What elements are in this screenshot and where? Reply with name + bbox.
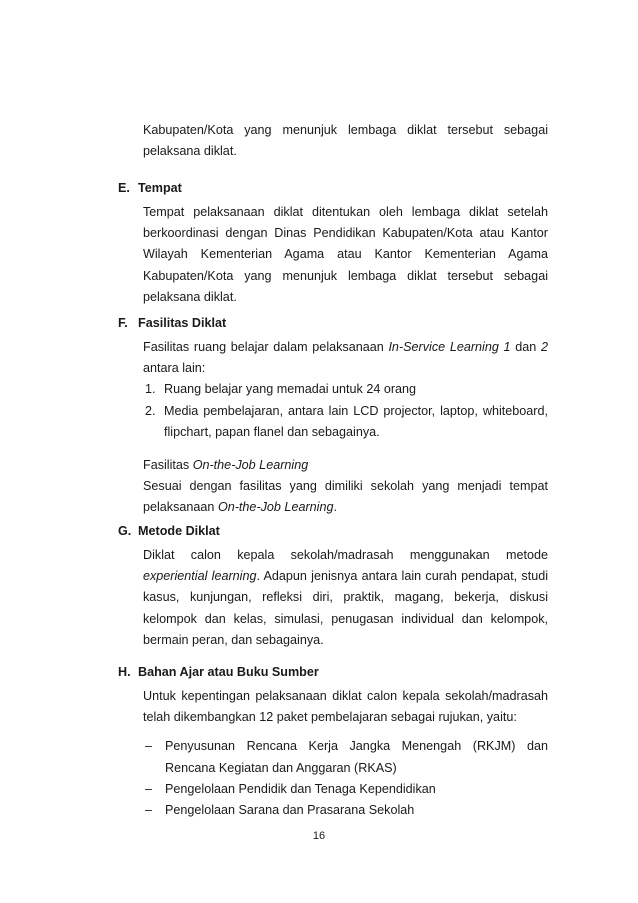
section-f-intro-conj: dan: [510, 340, 541, 354]
list-item-text: Pengelolaan Sarana dan Prasarana Sekolah: [165, 803, 415, 818]
ojl-label-emphasis: On-the-Job Learning: [192, 458, 309, 473]
section-h-intro-text: Untuk kepentingan pelaksanaan diklat calon kepala sekolah/madrasah telah dikembangkan 12 paket pembelajaran sebagai rujukan, yaitu:: [143, 689, 548, 725]
section-f-title: Fasilitas Diklat: [138, 316, 227, 330]
section-g-paragraph: [143, 545, 548, 651]
page-number: 16: [312, 830, 326, 842]
section-f-body: [143, 337, 548, 519]
section-f-intro-emphasis-2: 2: [540, 340, 548, 354]
section-g-letter: G.: [118, 524, 132, 538]
section-g-title: Metode Diklat: [138, 524, 220, 538]
ojl-label-text: Fasilitas: [143, 458, 193, 473]
section-e-title: Tempat: [138, 181, 182, 195]
ojl-text-end: .: [333, 500, 337, 515]
section-f-intro-text: Fasilitas ruang belajar dalam pelaksanaan: [143, 340, 389, 354]
list-item-text: Ruang belajar yang memadai untuk 24 orang: [164, 382, 417, 397]
section-f-intro: [143, 337, 548, 379]
section-e-letter: E.: [118, 181, 130, 195]
section-h-title: Bahan Ajar atau Buku Sumber: [138, 665, 319, 679]
list-item-number: 2.: [145, 403, 156, 418]
ojl-label: [143, 455, 548, 476]
ojl-text-emphasis: On-the-Job Learning: [217, 500, 334, 515]
list-item-text: Media pembelajaran, antara lain LCD projector, laptop, whiteboard, flipchart, papan flanel dan sebagainya.: [164, 403, 548, 439]
section-e-heading: [118, 181, 182, 195]
section-h-letter: H.: [118, 665, 131, 679]
section-f-letter: F.: [118, 316, 128, 330]
continuation-paragraph: [143, 120, 548, 162]
list-item-number: 1.: [145, 382, 156, 397]
spacer: [143, 728, 548, 736]
section-g-heading: [118, 524, 220, 538]
section-g-text: Diklat calon kepala sekolah/madrasah menggunakan metode: [143, 548, 548, 562]
section-h-intro: [143, 686, 548, 728]
section-g-text-end: . Adapun jenisnya antara lain curah pendapat, studi kasus, kunjungan, refleksi diri, praktik, magang, bekerja, diskusi kelompok dan kelas, simulasi, penugasan individual dan kelompok, bermain peran, dan sebagainya.: [143, 569, 549, 647]
list-item-dash: –: [145, 803, 153, 818]
list-item: [145, 379, 548, 400]
list-item-text: Penyusunan Rencana Kerja Jangka Menengah (RKJM) dan Rencana Kegiatan dan Anggaran (RKAS): [165, 739, 548, 775]
section-e-text: Tempat pelaksanaan diklat ditentukan oleh lembaga diklat setelah berkoordinasi dengan Dinas Pendidikan Kabupaten/Kota atau Kantor Wilayah Kementerian Agama atau Kantor Kementerian Agama Kabupaten/Kota yang menunjuk lembaga diklat tersebut sebagai pelaksana diklat.: [143, 205, 548, 304]
list-item: [143, 800, 548, 821]
section-h-heading: [118, 665, 319, 679]
continuation-text: Kabupaten/Kota yang menunjuk lembaga diklat tersebut sebagai pelaksana diklat.: [143, 123, 548, 159]
spacer: [143, 443, 548, 455]
section-f-intro-emphasis: In-Service Learning 1: [388, 340, 511, 354]
list-item-text: Pengelolaan Pendidik dan Tenaga Kependidikan: [165, 781, 436, 796]
list-item-dash: –: [145, 781, 153, 796]
ojl-text: Sesuai dengan fasilitas yang dimiliki sekolah yang menjadi tempat pelaksanaan: [143, 479, 548, 515]
section-g-emphasis: experiential learning: [143, 569, 257, 584]
section-e-paragraph: [143, 202, 548, 308]
section-h-body: [143, 686, 548, 821]
ojl-paragraph: [143, 476, 548, 518]
list-item: [145, 401, 548, 443]
list-item-dash: –: [145, 739, 153, 754]
list-item: [143, 736, 548, 778]
list-item: [143, 779, 548, 800]
section-f-intro-end: antara lain:: [143, 361, 206, 376]
section-f-heading: [118, 316, 226, 330]
